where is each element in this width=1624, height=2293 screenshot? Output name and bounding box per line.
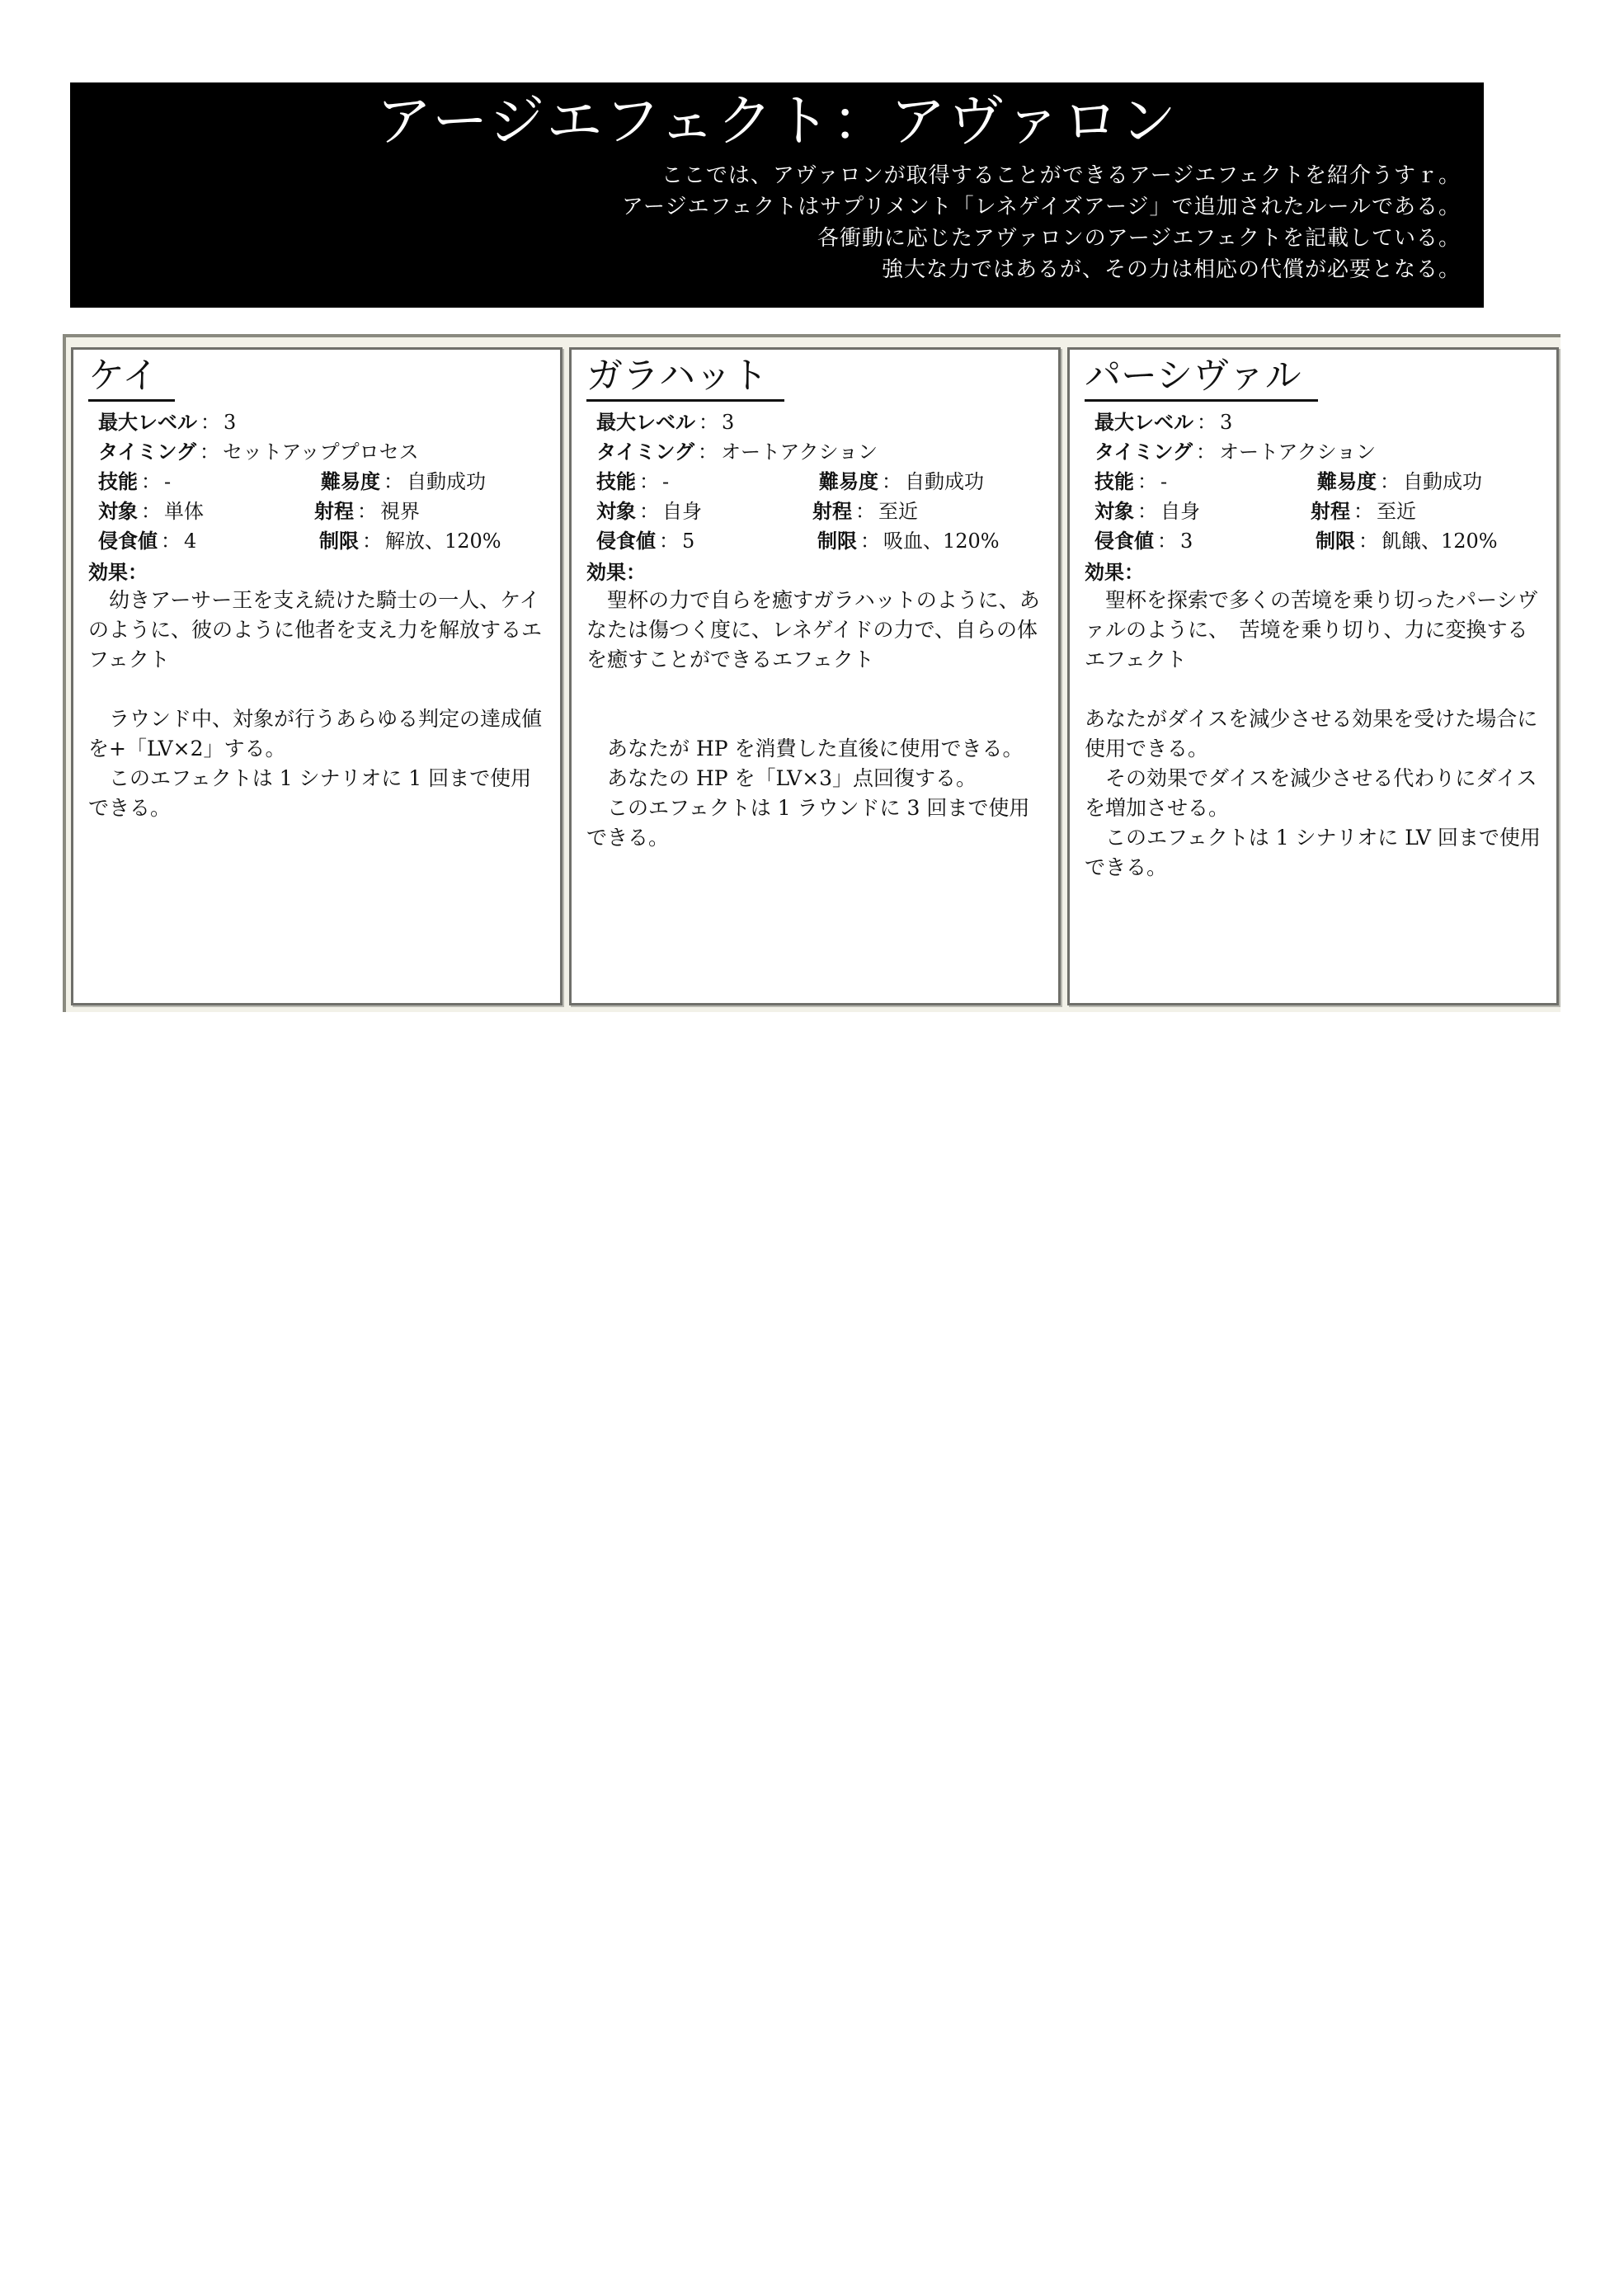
stat-skill: [1094, 467, 1167, 497]
intro-line: ここでは、アヴァロンが取得することができるアージエフェクトを紹介うすｒ。: [661, 163, 1461, 188]
stat-value: -: [1160, 470, 1168, 493]
stat-value: 3: [1180, 530, 1193, 553]
stat-limit: [817, 526, 1000, 556]
stat-separator: ：: [1197, 411, 1217, 434]
stat-separator: ：: [1358, 530, 1378, 553]
stat-value: 自動成功: [407, 470, 486, 493]
stat-label: 制限: [1316, 530, 1355, 553]
stat-label: 最大レベル: [596, 411, 695, 434]
intro-line: 各衝動に応じたアヴァロンのアージエフェクトを記載している。: [817, 226, 1461, 251]
effect-description: [88, 586, 547, 823]
stat-timing: [1094, 437, 1376, 467]
stat-range: [1311, 497, 1416, 526]
rules-text: ラウンド中、対象が行うあらゆる判定の達成値を+「LV×2」する。 このエフェクトは 1 シナリオに 1 回まで使用できる。: [88, 707, 543, 820]
stat-label: 対象: [596, 500, 636, 523]
effect-card: [569, 347, 1061, 1005]
stat-separator: ：: [141, 500, 161, 523]
stat-separator: ：: [200, 440, 220, 464]
stat-value: 自身: [1160, 500, 1200, 523]
stat-value: 解放、120%: [385, 530, 501, 553]
stat-separator: ：: [1137, 470, 1157, 493]
stat-skill: [596, 467, 669, 497]
stat-label: 難易度: [1317, 470, 1377, 493]
stat-separator: ：: [699, 411, 718, 434]
stat-separator: ：: [357, 500, 377, 523]
stat-value: 3: [224, 411, 237, 434]
effect-table: [63, 334, 1560, 1012]
stat-value: -: [662, 470, 670, 493]
stat-value: 至近: [878, 500, 918, 523]
stat-value: 5: [682, 530, 695, 553]
stat-value: -: [164, 470, 172, 493]
stat-value: 吸血、120%: [883, 530, 1000, 553]
flavor-text: 幼きアーサー王を支え続けた騎士の一人、ケイのように、彼のように他者を支え力を解放するエフェクト: [88, 588, 543, 671]
stat-value: 3: [1220, 411, 1233, 434]
stat-label: 侵食値: [596, 530, 656, 553]
stat-label: 難易度: [819, 470, 878, 493]
stat-target: [1094, 497, 1200, 526]
stat-separator: ：: [200, 411, 220, 434]
stat-separator: ：: [1196, 440, 1217, 464]
stat-separator: ：: [639, 500, 659, 523]
intro-line: 強大な力ではあるが、その力は相応の代償が必要となる。: [881, 257, 1461, 282]
stat-max-level: [1094, 407, 1232, 437]
stat-value: 視界: [380, 500, 420, 523]
rules-text: あなたがダイスを減少させる効果を受けた場合に使用できる。 その効果でダイスを減少させる代わりにダイスを増加させる。 このエフェクトは 1 シナリオに LV 回まで使用できる。: [1085, 707, 1541, 879]
stat-value: オートアクション: [721, 440, 878, 464]
stat-skill: [98, 467, 171, 497]
stat-separator: ：: [698, 440, 718, 464]
stat-max-level: [98, 407, 236, 437]
stat-label: タイミング: [596, 440, 695, 464]
stat-label: 侵食値: [1094, 530, 1154, 553]
stat-label: 射程: [812, 500, 852, 523]
stat-value: 自動成功: [1403, 470, 1482, 493]
stat-separator: ：: [384, 470, 403, 493]
stat-difficulty: [1317, 467, 1482, 497]
stat-limit: [319, 526, 501, 556]
effect-description: [586, 586, 1045, 853]
stat-range: [812, 497, 918, 526]
page-header: [70, 82, 1484, 308]
stat-separator: ：: [161, 530, 181, 553]
stat-separator: ：: [141, 470, 161, 493]
paragraph-gap: [1085, 675, 1543, 704]
stat-separator: ：: [1137, 500, 1157, 523]
stat-erosion: [1094, 526, 1193, 556]
flavor-text: 聖杯を探索で多くの苦境を乗り切ったパーシヴァルのように、 苦境を乗り切り、力に変換するエフェクト: [1085, 588, 1538, 671]
paragraph-gap: [586, 675, 1045, 734]
stat-separator: ：: [1353, 500, 1373, 523]
stat-separator: ：: [855, 500, 875, 523]
stat-label: 対象: [98, 500, 138, 523]
effect-label: 効果：: [1085, 561, 1144, 584]
rules-text: あなたが HP を消費した直後に使用できる。 あなたの HP を「LV×3」点回復する。 このエフェクトは 1 ラウンドに 3 回まで使用できる。: [586, 737, 1030, 850]
stat-value: 3: [722, 411, 735, 434]
stat-value: 自身: [662, 500, 702, 523]
stat-label: 難易度: [321, 470, 380, 493]
stat-value: オートアクション: [1219, 440, 1377, 464]
stat-label: タイミング: [98, 440, 197, 464]
stat-difficulty: [819, 467, 984, 497]
stat-value: セットアッププロセス: [223, 440, 419, 464]
stat-value: 自動成功: [905, 470, 984, 493]
page-title: アージエフェクト：アヴァロン: [375, 89, 1179, 154]
stat-max-level: [596, 407, 734, 437]
intro-line: アージエフェクトはサプリメント「レネゲイズアージ」で追加されたルールである。: [621, 195, 1461, 219]
stat-separator: ：: [1380, 470, 1400, 493]
effect-label: 効果：: [88, 561, 148, 584]
effect-card: [1067, 347, 1559, 1005]
stat-value: 飢餓、120%: [1382, 530, 1498, 553]
stat-timing: [596, 437, 878, 467]
stat-label: 射程: [1311, 500, 1350, 523]
effect-label: 効果：: [586, 561, 646, 584]
effect-card: [71, 347, 563, 1005]
stat-label: 射程: [314, 500, 354, 523]
effect-name: ケイ: [88, 353, 175, 402]
stat-erosion: [596, 526, 694, 556]
stat-target: [98, 497, 204, 526]
stat-label: 侵食値: [98, 530, 158, 553]
stat-limit: [1316, 526, 1498, 556]
stat-label: 技能: [98, 470, 138, 493]
stat-range: [314, 497, 420, 526]
stat-label: 制限: [319, 530, 359, 553]
stat-label: 技能: [1094, 470, 1134, 493]
stat-label: タイミング: [1094, 440, 1193, 464]
flavor-text: 聖杯の力で自らを癒すガラハットのように、あなたは傷つく度に、レネゲイドの力で、自らの体を癒すことができるエフェクト: [586, 588, 1040, 671]
stat-difficulty: [321, 467, 486, 497]
intro-text: [622, 160, 1461, 285]
effect-description: [1085, 586, 1543, 883]
stat-label: 制限: [817, 530, 857, 553]
stat-timing: [98, 437, 419, 467]
stat-value: 4: [184, 530, 197, 553]
stat-label: 最大レベル: [98, 411, 197, 434]
stat-label: 技能: [596, 470, 636, 493]
stat-separator: ：: [860, 530, 880, 553]
stat-separator: ：: [659, 530, 679, 553]
stat-separator: ：: [882, 470, 901, 493]
stat-value: 至近: [1377, 500, 1416, 523]
stat-label: 対象: [1094, 500, 1134, 523]
effect-name: ガラハット: [586, 353, 784, 402]
stat-separator: ：: [1157, 530, 1177, 553]
effect-name: パーシヴァル: [1085, 353, 1318, 402]
stat-label: 最大レベル: [1094, 411, 1193, 434]
stat-value: 単体: [164, 500, 204, 523]
stat-target: [596, 497, 702, 526]
paragraph-gap: [88, 675, 547, 704]
stat-erosion: [98, 526, 196, 556]
stat-separator: ：: [639, 470, 659, 493]
stat-separator: ：: [362, 530, 382, 553]
